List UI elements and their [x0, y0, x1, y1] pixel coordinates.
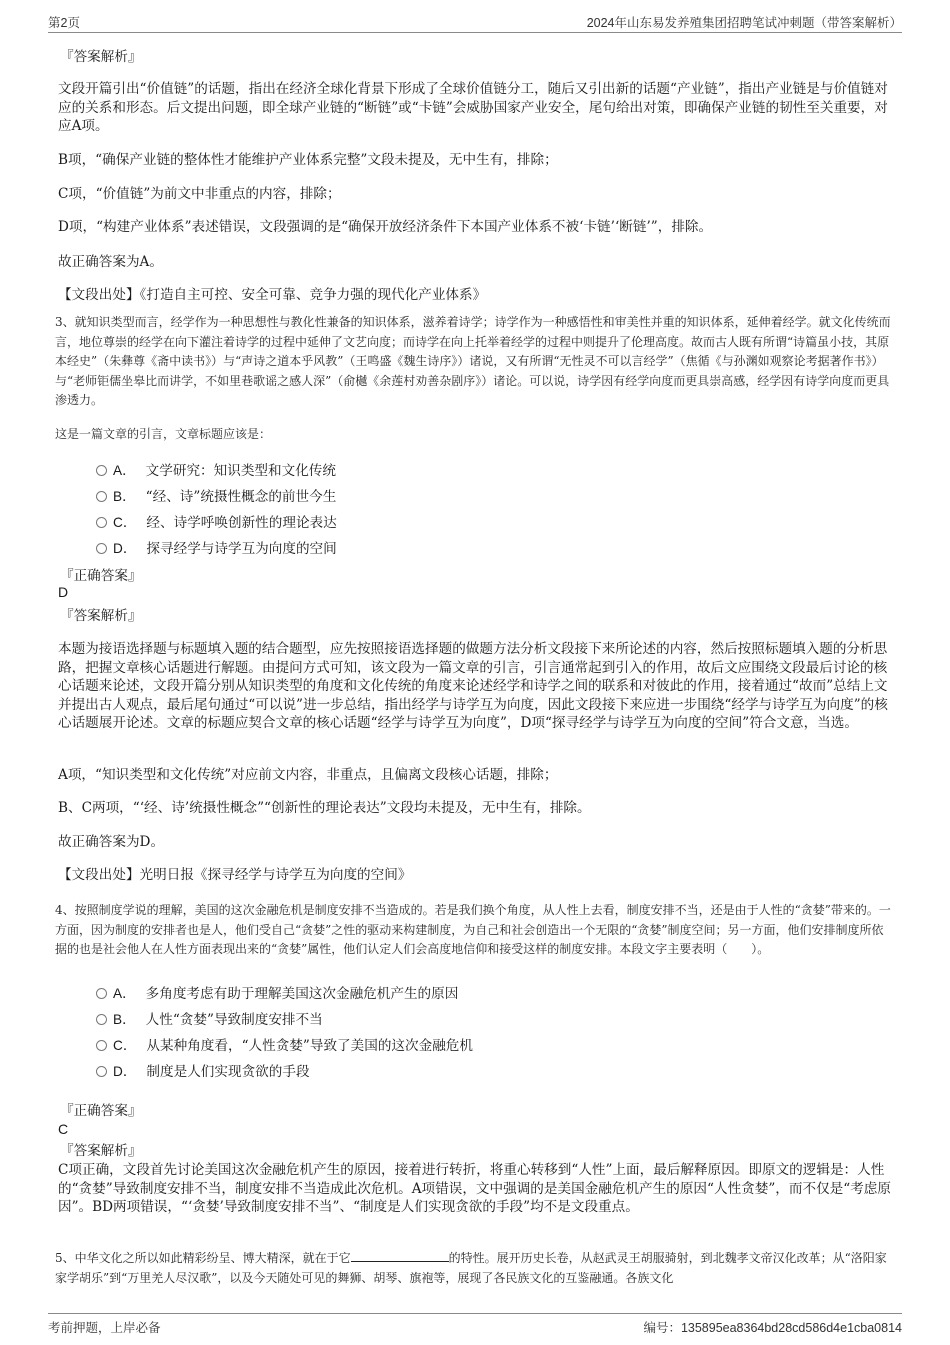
q2-source: 【文段出处】《打造自主可控、安全可靠、竞争力强的现代化产业体系》: [58, 287, 487, 303]
q2-option-b-explanation: B项，“确保产业链的整体性才能维护产业体系完整”文段未提及，无中生有，排除；: [58, 152, 558, 168]
q2-option-d-explanation: D项，“构建产业体系”表述错误，文段强调的是“确保开放经济条件下本国产业体系不被‘卡链’‘断链’”，排除。: [58, 219, 713, 235]
q4-analysis-label: 『答案解析』: [60, 1143, 142, 1159]
q2-option-c-explanation: C项，“价值链”为前文中非重点的内容，排除；: [58, 186, 341, 202]
radio-icon[interactable]: [96, 1040, 107, 1051]
q2-final-answer: 故正确答案为A。: [58, 254, 163, 270]
q3-analysis-text: 本题为接语选择题与标题填入题的结合题型，应先按照接语选择题的做题方法分析文段接下来所论述的内容，然后按照标题填入题的分析思路，把握文章核心话题进行解题。由提问方式可知，该文段为一篇文章的引言，引言通常起到引入的作用，故后文应围绕文段最后讨论的核心话题来论述，文段开篇分别从知识类型的角度和文化传统的角度来论述经学和诗学之间的联系和对彼此的作用，接着通过“故而”总结上文并提出古人观点，最后尾句通过“可以说”进一步总结，指出经学与诗学互为向度，因此文段接下来应进一步围绕“经学与诗学互为向度”的核心话题展开论述。文章的标题应契合文章的核心话题“经学与诗学互为向度”，D项“探寻经学与诗学互为向度的空间”符合文意，当选。: [58, 641, 888, 731]
radio-icon[interactable]: [96, 465, 107, 476]
q3-correct-answer: D: [58, 584, 69, 600]
q3-source: 【文段出处】光明日报《探寻经学与诗学互为向度的空间》: [58, 867, 412, 883]
q3-option-bc-explanation: B、C两项，“‘经、诗’统摄性概念”“创新性的理论表达”文段均未提及，无中生有，排除。: [58, 800, 591, 816]
q4-option-a[interactable]: A． 多角度考虑有助于理解美国这次金融危机产生的原因: [96, 985, 458, 1003]
document-title: 2024年山东易发养殖集团招聘笔试冲刺题（带答案解析）: [586, 16, 902, 30]
q4-correct-label: 『正确答案』: [60, 1103, 142, 1119]
radio-icon[interactable]: [96, 1014, 107, 1025]
radio-icon[interactable]: [96, 543, 107, 554]
footer-serial: 编号：135895ea8364bd28cd586d4e1cba0814: [643, 1321, 902, 1335]
q3-analysis-label: 『答案解析』: [60, 608, 142, 624]
q4-option-b[interactable]: B． 人性“贪婪”导致制度安排不当: [96, 1011, 323, 1029]
q4-correct-answer: C: [58, 1121, 69, 1137]
q3-stem: 3、就知识类型而言，经学作为一种思想性与教化性兼备的知识体系，滋养着诗学；诗学作为一种感悟性和审美性并重的知识体系，延伸着经学。就文化传统而言，地位尊崇的经学在向下灌注着诗学的过程中延伸了文艺向度；而诗学在向上托举着经学的过程中则提升了伦理高度。故而古人既有所谓“诗篇虽小技，其原本经史”（朱彝尊《斋中读书》）与“声诗之道本乎风教”（王鸣盛《魏生诗序》）诸说，又有所谓“无性灵不可以言经学”（焦循《与孙渊如观察论考据著作书》）与“老师钜儒坐皋比而讲学，不如里巷歌谣之感人深”（俞樾《余莲村劝善杂剧序》）诸论。可以说，诗学因有经学向度而更具崇高感，经学因有诗学向度而更具渗透力。: [55, 315, 891, 408]
q4-stem: 4、按照制度学说的理解，美国的这次金融危机是制度安排不当造成的。若是我们换个角度，从人性上去看，制度安排不当，还是由于人性的“贪婪”带来的。一方面，因为制度的安排者也是人，他们受自己“贪婪”之性的驱动来构建制度，为自己和社会创造出一个无限的“贪婪”制度空间；另一方面，他们安排制度所依据的也是社会他人在人性方面表现出来的“贪婪”属性，他们认定人们会高度地信仰和接受这样的制度安排。本段文字主要表明（ ）。: [55, 903, 891, 957]
q3-option-a-explanation: A项，“知识类型和文化传统”对应前文内容，非重点，且偏离文段核心话题，排除；: [58, 767, 558, 783]
radio-icon[interactable]: [96, 491, 107, 502]
q4-option-c[interactable]: C． 从某种角度看，“人性贪婪”导致了美国的这次金融危机: [96, 1037, 473, 1055]
radio-icon[interactable]: [96, 517, 107, 528]
q2-analysis-label: 『答案解析』: [60, 49, 142, 65]
q3-final-answer: 故正确答案为D。: [58, 834, 165, 850]
q3-option-c[interactable]: C． 经、诗学呼唤创新性的理论表达: [96, 514, 337, 532]
q3-prompt: 这是一篇文章的引言，文章标题应该是：: [55, 427, 272, 441]
q5-stem: 5、中华文化之所以如此精彩纷呈、博大精深，就在于它 的特性。展开历史长卷，从赵武灵王胡服骑射，到北魏孝文帝汉化改革；从“洛阳家家学胡乐”到“万里羌人尽汉歌”，以及今天随处可见的舞狮、胡琴、旗袍等，展现了各民族文化的互鉴融通。各族文化: [55, 1251, 887, 1285]
page-footer: [48, 1313, 902, 1334]
footer-slogan: 考前押题，上岸必备: [48, 1321, 161, 1335]
fill-in-blank: [351, 1249, 449, 1262]
q3-option-b[interactable]: B． “经、诗”统摄性概念的前世今生: [96, 488, 336, 506]
q2-analysis-text: 文段开篇引出“价值链”的话题，指出在经济全球化背景下形成了全球价值链分工，随后又引出新的话题“产业链”，指出产业链是与价值链对应的关系和形态。后文提出问题，即全球产业链的“断链”或“卡链”会威胁国家产业安全，尾句给出对策，即确保产业链的韧性至关重要，对应A项。: [58, 81, 888, 134]
q3-option-a[interactable]: A． 文学研究：知识类型和文化传统: [96, 462, 336, 480]
q4-option-d[interactable]: D． 制度是人们实现贪欲的手段: [96, 1063, 310, 1081]
radio-icon[interactable]: [96, 988, 107, 999]
page-number: 第2页: [48, 16, 80, 30]
radio-icon[interactable]: [96, 1066, 107, 1077]
q3-correct-label: 『正确答案』: [60, 568, 142, 584]
q3-option-d[interactable]: D． 探寻经学与诗学互为向度的空间: [96, 540, 337, 558]
page-header: [48, 10, 902, 33]
q4-analysis-text: C项正确，文段首先讨论美国这次金融危机产生的原因，接着进行转折，将重心转移到“人性”上面，最后解释原因。即原文的逻辑是：人性的“贪婪”导致制度安排不当，制度安排不当造成此次危机。A项错误，文中强调的是美国金融危机产生的原因“人性贪婪”，而不仅是“考虑原因”。BD两项错误，“‘贪婪’导致制度安排不当”、“制度是人们实现贪欲的手段”均不是文段重点。: [58, 1162, 891, 1215]
